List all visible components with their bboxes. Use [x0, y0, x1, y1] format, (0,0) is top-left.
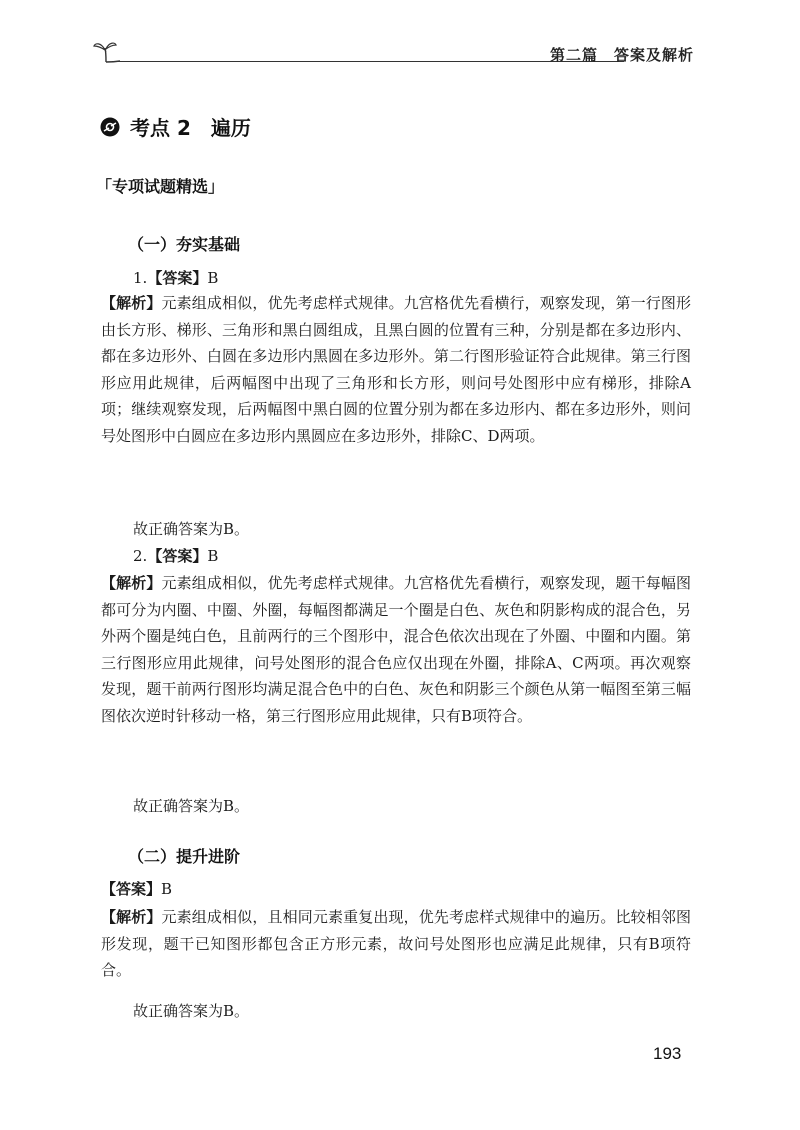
section-title — [100, 112, 251, 141]
answer-value: B — [161, 880, 173, 898]
section-badge-icon — [100, 117, 120, 137]
subsection-title-text: 专项试题精选 — [112, 177, 209, 196]
question-3-analysis — [101, 904, 691, 984]
bracket-close: 」 — [208, 177, 225, 196]
question-1-conclusion: 故正确答案为B。 — [133, 520, 250, 538]
section-title-text: 考点 2 遍历 — [130, 116, 251, 140]
answer-value: B — [207, 269, 219, 287]
analysis-tag: 【解析】 — [101, 908, 162, 926]
question-2-conclusion: 故正确答案为B。 — [133, 797, 250, 815]
answer-tag: 【答案】 — [147, 269, 208, 287]
question-3-conclusion: 故正确答案为B。 — [133, 1002, 250, 1020]
page-header — [92, 40, 702, 70]
analysis-tag: 【解析】 — [101, 294, 162, 312]
page-number: 193 — [653, 1044, 682, 1063]
question-number: 2. — [133, 547, 148, 565]
analysis-text: 元素组成相似，且相同元素重复出现，优先考虑样式规律中的遍历。比较相邻图形发现，题干已知图形都包含正方形元素，故问号处图形也应满足此规律，只有B项符合。 — [101, 908, 691, 979]
answer-value: B — [207, 547, 219, 565]
question-number: 1. — [133, 269, 148, 287]
part-title-basic: （一）夯实基础 — [128, 235, 241, 254]
analysis-text: 元素组成相似，优先考虑样式规律。九宫格优先看横行，观察发现，第一行图形由长方形、梯形、三角形和黑白圆组成，且黑白圆的位置有三种，分别是都在多边形内、都在多边形外、白圆在多边形内黑圆在多边形外。第二行图形验证符合此规律。第三行图形应用此规律，后两幅图中出现了三角形和长方形，则问号处图形中应有梯形，排除A项；继续观察发现，后两幅图中黑白圆的位置分别为都在多边形内、都在多边形外，则问号处图形中白圆应在多边形内黑圆应在多边形外，排除C、D两项。 — [101, 294, 691, 445]
question-1-analysis — [101, 290, 691, 449]
question-2-answer — [133, 545, 218, 566]
answer-tag: 【答案】 — [101, 880, 162, 898]
analysis-text: 元素组成相似，优先考虑样式规律。九宫格优先看横行，观察发现，题干每幅图都可分为内圈、中圈、外圈，每幅图都满足一个圈是白色、灰色和阴影构成的混合色，另外两个圈是纯白色，且前两行的三个图形中，混合色依次出现在了外圈、中圈和内圈。第三行图形应用此规律，问号处图形的混合色应仅出现在外圈，排除A、C两项。再次观察发现，题干前两行图形均满足混合色中的白色、灰色和阴影三个颜色从第一幅图至第三幅图依次逆时针移动一格，第三行图形应用此规律，只有B项符合。 — [101, 574, 691, 725]
answer-tag: 【答案】 — [147, 547, 208, 565]
question-2-analysis — [101, 570, 691, 729]
subsection-title — [96, 174, 224, 197]
question-1-answer — [133, 267, 218, 288]
question-3-answer — [101, 878, 172, 899]
analysis-tag: 【解析】 — [101, 574, 162, 592]
bracket-open: 「 — [96, 177, 113, 196]
header-title: 第二篇 答案及解析 — [549, 46, 694, 64]
part-title-advanced: （二）提升进阶 — [128, 847, 241, 866]
header-rule — [112, 61, 624, 62]
